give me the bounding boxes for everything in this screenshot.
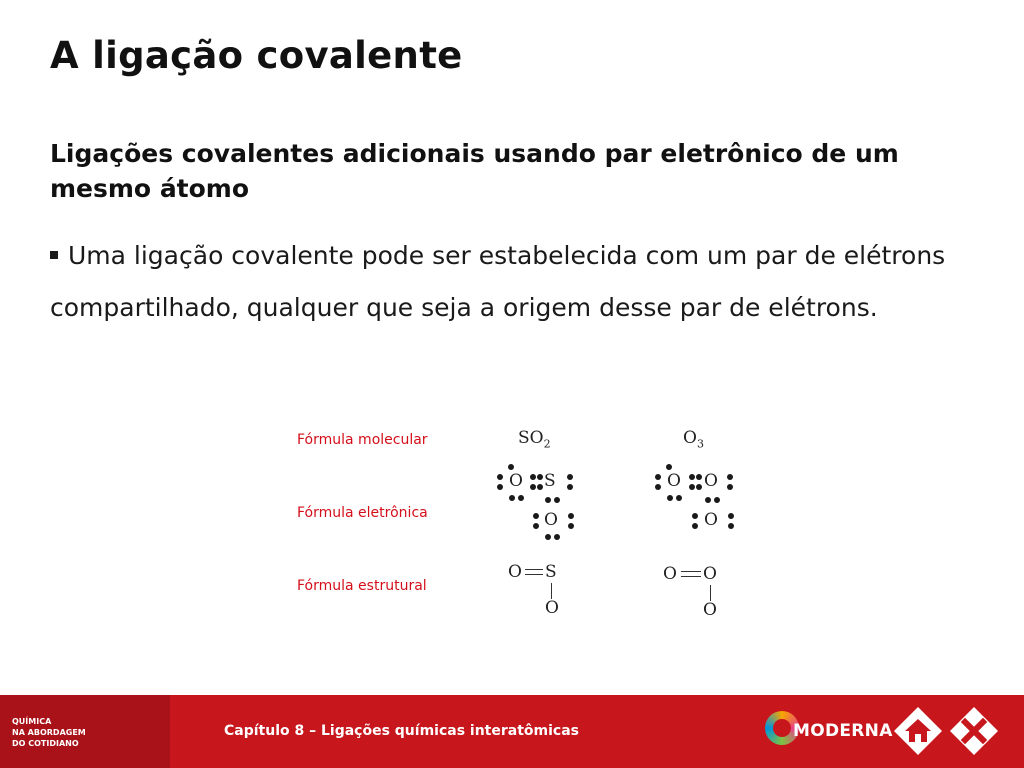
bond-line bbox=[681, 576, 701, 577]
electron-dot bbox=[689, 474, 695, 480]
o3-s-oxygen-bottom: O bbox=[703, 600, 717, 620]
o3-s-oxygen-left: O bbox=[663, 564, 677, 584]
electron-dot bbox=[530, 484, 536, 490]
bullet-text: Uma ligação covalente pode ser estabelecida com um par de elétrons compartilhado, qualquer que seja a origem desse par de elétrons. bbox=[50, 241, 946, 322]
o3-e-oxygen-left: O bbox=[667, 471, 681, 491]
electron-dot bbox=[508, 464, 514, 470]
electron-dot bbox=[567, 474, 573, 480]
electron-dot bbox=[497, 474, 503, 480]
o3-e-oxygen-bottom: O bbox=[704, 510, 718, 530]
electron-dot bbox=[714, 497, 720, 503]
so2-e-oxygen-left: O bbox=[509, 471, 523, 491]
electron-dot bbox=[554, 497, 560, 503]
close-button[interactable] bbox=[948, 705, 1000, 757]
publisher-logo bbox=[765, 709, 893, 749]
electron-dot bbox=[696, 474, 702, 480]
electron-dot bbox=[655, 474, 661, 480]
close-icon bbox=[948, 705, 1000, 757]
bond-line bbox=[681, 571, 701, 572]
so2-molecular-formula: $SO_2$ bbox=[518, 428, 551, 451]
o3-s-oxygen-center: O bbox=[703, 564, 717, 584]
electron-dot bbox=[537, 484, 543, 490]
book-brand: QUÍMICA NA ABORDAGEM DO COTIDIANO bbox=[12, 717, 86, 748]
electron-dot bbox=[568, 523, 574, 529]
electron-dot bbox=[727, 474, 733, 480]
electron-dot bbox=[545, 497, 551, 503]
so2-s-oxygen-left: O bbox=[508, 562, 522, 582]
electron-dot bbox=[554, 534, 560, 540]
o3-molecular-formula: $O_3$ bbox=[683, 428, 704, 451]
electron-dot bbox=[692, 523, 698, 529]
electron-dot bbox=[705, 497, 711, 503]
bullet-point bbox=[50, 230, 980, 334]
electron-dot bbox=[530, 474, 536, 480]
chapter-title: Capítulo 8 – Ligações químicas interatômicas bbox=[224, 723, 579, 739]
label-structural-formula: Fórmula estrutural bbox=[297, 578, 427, 594]
so2-s-sulfur: S bbox=[545, 562, 557, 582]
label-molecular-formula: Fórmula molecular bbox=[297, 432, 428, 448]
electron-dot bbox=[497, 484, 503, 490]
electron-dot bbox=[728, 513, 734, 519]
electron-dot bbox=[689, 484, 695, 490]
electron-dot bbox=[545, 534, 551, 540]
electron-dot bbox=[667, 495, 673, 501]
footer-bar bbox=[0, 695, 1024, 768]
electron-dot bbox=[692, 513, 698, 519]
slide-title: A ligação covalente bbox=[50, 34, 463, 77]
electron-dot bbox=[509, 495, 515, 501]
bond-line bbox=[551, 583, 552, 599]
home-button[interactable] bbox=[892, 705, 944, 757]
bond-line bbox=[525, 569, 543, 570]
bond-line bbox=[525, 574, 543, 575]
electron-dot bbox=[728, 523, 734, 529]
electron-dot bbox=[567, 484, 573, 490]
so2-e-sulfur: S bbox=[544, 471, 556, 491]
electron-dot bbox=[676, 495, 682, 501]
electron-dot bbox=[537, 474, 543, 480]
so2-e-oxygen-bottom: O bbox=[544, 510, 558, 530]
electron-dot bbox=[655, 484, 661, 490]
logo-text: MODERNA bbox=[793, 721, 893, 741]
label-electronic-formula: Fórmula eletrônica bbox=[297, 505, 428, 521]
bond-line bbox=[710, 585, 711, 601]
bullet-square-icon bbox=[50, 251, 58, 259]
electron-dot bbox=[727, 484, 733, 490]
electron-dot bbox=[696, 484, 702, 490]
electron-dot bbox=[666, 464, 672, 470]
electron-dot bbox=[518, 495, 524, 501]
o3-e-oxygen-center: O bbox=[704, 471, 718, 491]
slide-subtitle: Ligações covalentes adicionais usando par eletrônico de um mesmo átomo bbox=[50, 139, 899, 203]
home-icon bbox=[892, 705, 944, 757]
electron-dot bbox=[533, 523, 539, 529]
so2-s-oxygen-bottom: O bbox=[545, 598, 559, 618]
electron-dot bbox=[568, 513, 574, 519]
electron-dot bbox=[533, 513, 539, 519]
